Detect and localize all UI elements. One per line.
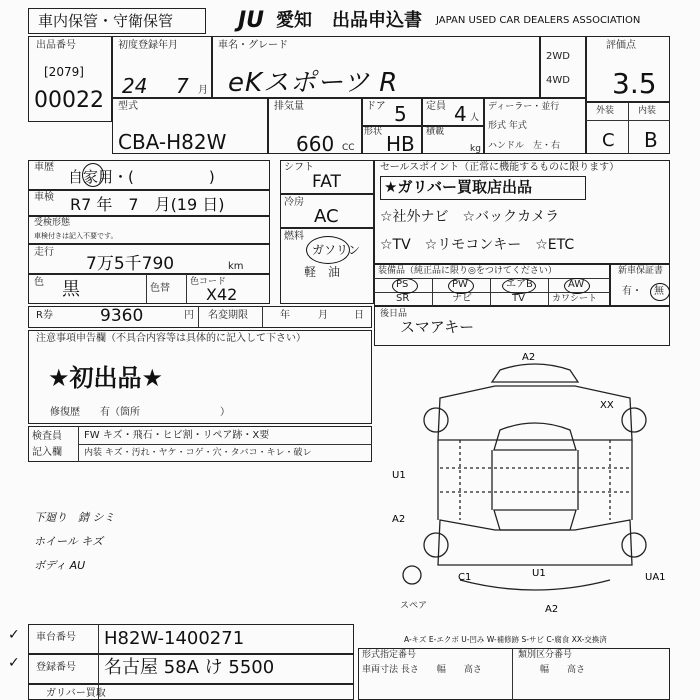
handle-label: ハンドル 左・右: [488, 141, 561, 151]
equip-tv: TV: [512, 293, 525, 304]
exterior-label: 外装: [596, 106, 615, 116]
equip-airbag: エアB: [506, 279, 533, 290]
equip-pw: PW: [452, 279, 468, 290]
dealer-label: ディーラー・並行: [488, 102, 560, 112]
mileage-value: 7万5千790: [86, 254, 175, 274]
mark-a2-top: A2: [522, 352, 536, 363]
cooler-value: AC: [314, 206, 339, 227]
lot-label: 出品番号: [36, 40, 76, 51]
color-label: 色: [34, 277, 44, 288]
mark-u1-left: U1: [392, 470, 406, 481]
history-value: 自家用・( ): [68, 168, 215, 186]
reg-label: 登録番号: [36, 662, 76, 673]
interior-value: B: [644, 128, 658, 152]
car-grade-label: 車名・グレード: [218, 40, 288, 51]
rating-value: 3.5: [612, 67, 657, 100]
mark-a2-bottom: A2: [545, 604, 559, 615]
doors-label: ドア: [366, 101, 386, 112]
width-height-label: 幅 高さ: [540, 665, 586, 675]
mark-c1: C1: [458, 572, 472, 583]
kg-unit: kg: [470, 144, 481, 154]
drive-2wd: 2WD: [546, 51, 570, 62]
warranty-label: 新車保証書: [618, 266, 664, 276]
first-reg-label: 初度登録年月: [118, 40, 178, 51]
bottom-row-value: ガリバー買取: [46, 688, 106, 699]
notice-title: 注意事項申告欄（不具合内容等は具体的に記入して下さい）: [36, 333, 306, 344]
type-no-label: 形式指定番号: [362, 650, 417, 660]
model-value: CBA-H82W: [118, 130, 227, 154]
org-name: 愛知: [276, 10, 312, 31]
equip-seat: カワシート: [552, 294, 598, 304]
mark-u1-mid: U1: [532, 568, 546, 579]
equip-ps: PS: [396, 279, 409, 290]
displacement-value: 660: [296, 132, 335, 156]
drive-4wd: 4WD: [546, 75, 570, 86]
cooler-label: 冷房: [284, 197, 304, 208]
first-listing: ★初出品★: [48, 364, 164, 392]
warranty-none: 無: [654, 286, 664, 297]
recycle-label: R券: [36, 310, 53, 321]
transfer-label: 名変期限: [208, 310, 248, 321]
acceptance-label: 受検形態: [34, 218, 71, 228]
chassis-value: H82W-1400271: [104, 628, 245, 649]
acceptance-note: 車検付きは記入不要です。: [34, 232, 118, 240]
color-code-label: 色コード: [190, 277, 227, 287]
fuel-label: 燃料: [284, 231, 304, 242]
equip-airbag-circle: [502, 278, 536, 294]
transfer-day: 日: [354, 310, 364, 321]
displacement-label: 排気量: [274, 101, 304, 112]
mark-a2-left: A2: [392, 514, 406, 525]
lot-box-number: [2079]: [44, 65, 84, 79]
equip-sr: SR: [396, 293, 410, 304]
chassis-label: 車台番号: [36, 632, 76, 643]
recycle-yen: 円: [184, 310, 194, 321]
interior-row: 内装 キズ・汚れ・ヤケ・コゲ・穴・タバコ・キレ・破レ: [84, 448, 312, 458]
transfer-month: 月: [318, 310, 328, 321]
year-type-label: 形式 年式: [488, 121, 527, 131]
equipment-label: 装備品（純正品に限り◎をつけてください）: [378, 266, 557, 276]
car-name: eKスポーツ R: [228, 68, 399, 98]
warranty-opts: 有・: [622, 286, 642, 297]
exterior-value: C: [602, 130, 615, 151]
first-reg-month: 7: [176, 74, 189, 98]
load-label: 積載: [426, 127, 445, 137]
spare-label: スペア: [400, 601, 428, 611]
doors-value: 5: [394, 102, 407, 126]
first-reg-year: 24: [122, 74, 148, 98]
interior-label: 内装: [638, 106, 657, 116]
light-oil-label: 軽 油: [304, 265, 341, 279]
equip-ps-circle: [392, 278, 418, 294]
inspection-value: R7 年 7 月(19 日): [70, 195, 225, 214]
warranty-none-circle: [650, 283, 670, 301]
mileage-unit: km: [228, 261, 244, 272]
assoc-name: JAPAN USED CAR DEALERS ASSOCIATION: [436, 15, 641, 26]
sales-2: ☆社外ナビ ☆バックカメラ: [380, 209, 560, 225]
color-value: 黒: [62, 279, 80, 300]
history-circle: [82, 163, 104, 187]
shape-label: 形状: [364, 127, 383, 137]
equip-aw: AW: [568, 279, 585, 290]
cc-unit: CC: [342, 143, 355, 153]
left-margin-check-1: ✓: [8, 627, 20, 643]
note-2: ホイール キズ: [34, 535, 104, 548]
storage-note: 車内保管・守衛保管: [38, 12, 174, 30]
mileage-label: 走行: [34, 247, 54, 258]
shift-label: シフト: [284, 162, 314, 173]
inspection-label: 車検: [34, 192, 54, 203]
fuel-value: ガソリン: [312, 243, 361, 257]
fuel-circle: [306, 236, 350, 264]
equip-pw-circle: [448, 278, 474, 294]
vehicle-dims-label: 車両寸法 長さ 幅 高さ: [362, 665, 482, 675]
rating-label: 評価点: [606, 40, 636, 51]
mark-xx: XX: [600, 400, 614, 411]
model-label: 型式: [118, 101, 138, 112]
mark-ua1: UA1: [645, 572, 666, 583]
class-no-label: 類別区分番号: [518, 650, 573, 660]
recycle-value: 9360: [100, 306, 144, 326]
sales-label: セールスポイント（正常に機能するものに限ります）: [380, 162, 620, 173]
color-code-value: X42: [206, 285, 238, 304]
color-replace-label: 色替: [150, 283, 170, 294]
entry-label: 記入欄: [32, 447, 62, 458]
sales-3: ☆TV ☆リモコンキー ☆ETC: [380, 237, 575, 253]
form-title: 出品申込書: [332, 10, 422, 31]
lot-number: 00022: [34, 88, 104, 113]
transfer-year: 年: [280, 310, 290, 321]
inspector-label: 検査員: [32, 431, 62, 442]
fw-row: FW キズ・飛石・ヒビ割・リペア跡・X要: [84, 430, 270, 441]
drive-box: [540, 36, 586, 98]
capacity-unit: 人: [470, 113, 480, 123]
shape-value: HB: [386, 132, 415, 156]
equip-navi: ナビ: [452, 293, 472, 304]
note-1: 下廻り 錆 シミ: [34, 511, 115, 524]
sales-1: ★ガリバー買取店出品: [384, 178, 532, 196]
capacity-value: 4: [454, 102, 467, 126]
repair-history: 修復歴 有（箇所 ）: [50, 407, 230, 418]
note-3: ボディ AU: [34, 559, 86, 572]
month-unit: 月: [198, 85, 208, 96]
ju-logo: JU: [238, 8, 265, 33]
legend: A-キズ E-エクボ U-凹み W-補修跡 S-サビ C-腐食 XX-交換済: [404, 635, 607, 644]
equip-aw-circle: [564, 278, 590, 294]
later-items-label: 後日品: [380, 309, 408, 319]
left-margin-check-2: ✓: [8, 655, 20, 671]
car-damage-diagram: [392, 350, 670, 620]
history-label: 車歴: [34, 162, 54, 173]
shift-value: FAT: [312, 172, 341, 192]
reg-value: 名古屋 58A け 5500: [104, 657, 275, 678]
later-items-value: スマアキー: [400, 318, 475, 336]
capacity-label: 定員: [426, 101, 446, 112]
